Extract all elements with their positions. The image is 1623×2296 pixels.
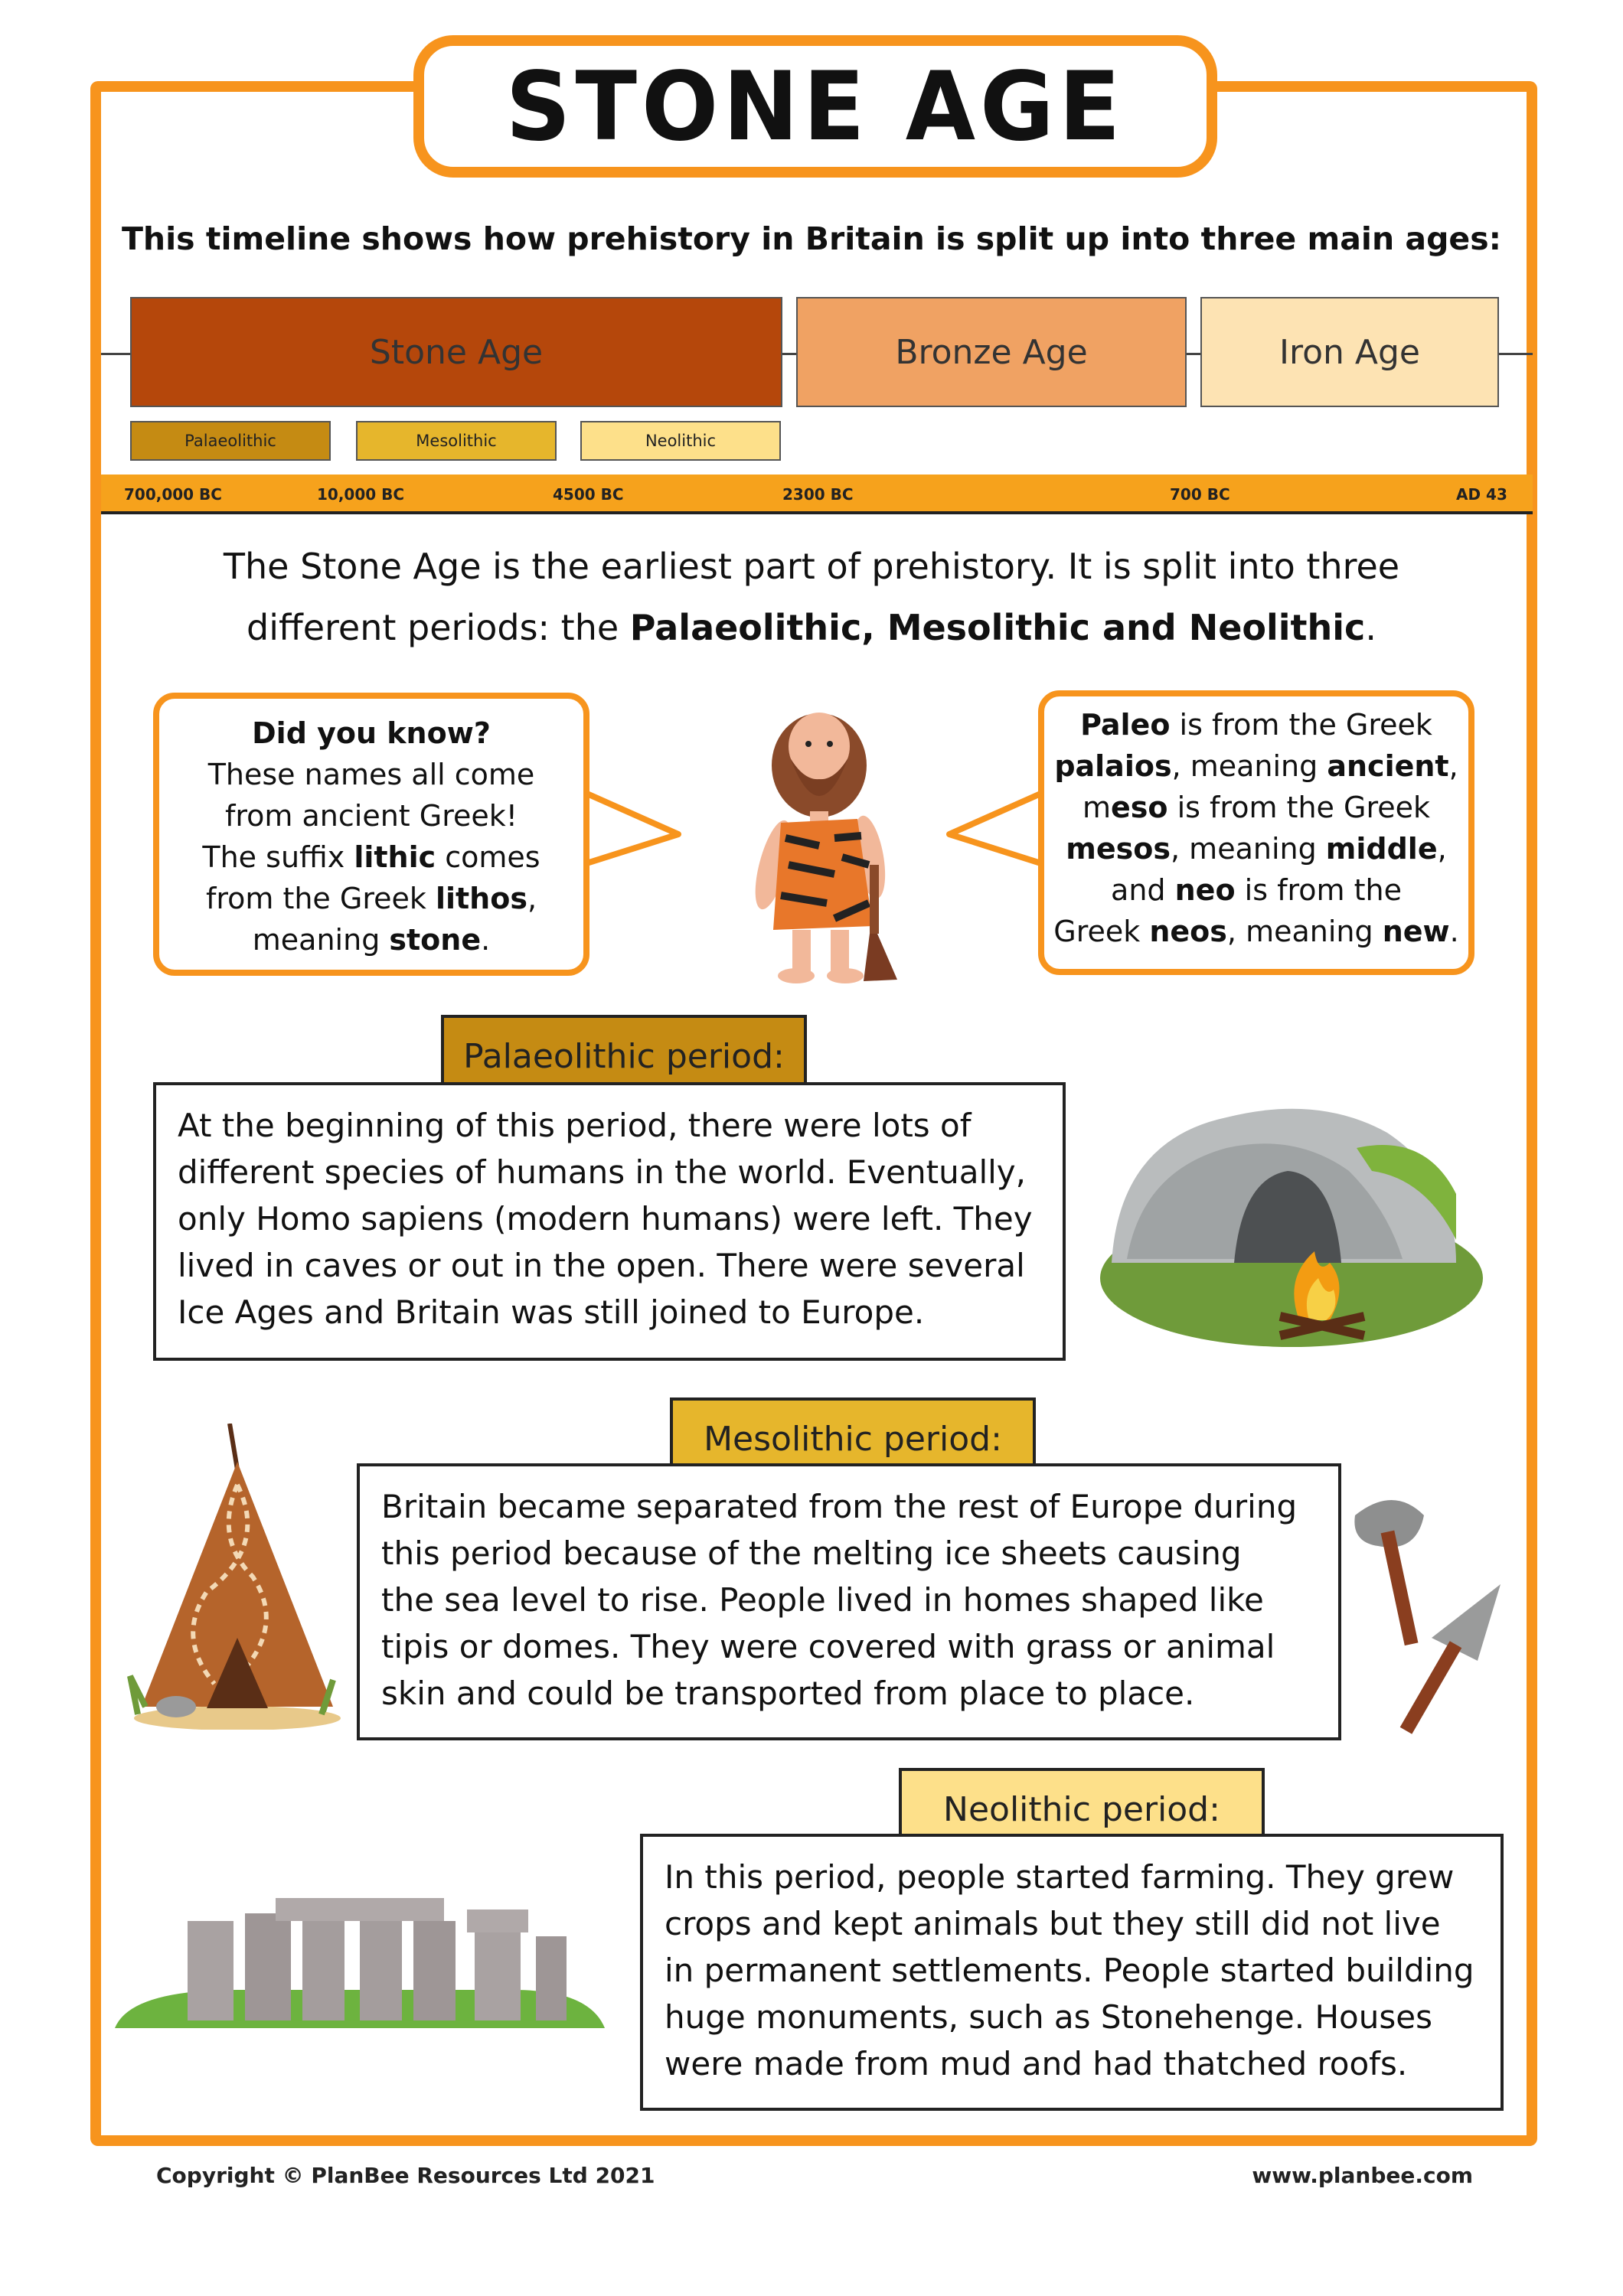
bubble-line: These names all come — [207, 758, 535, 791]
caveman-illustration — [720, 673, 926, 995]
timeline-palaeolithic — [130, 421, 331, 461]
text-line: the sea level to rise. People lived in homes shaped like — [381, 1581, 1264, 1619]
title-box — [413, 35, 1217, 178]
intro-text: . — [1365, 607, 1376, 648]
timeline-bronze-age-label: Bronze Age — [895, 332, 1088, 372]
text-line: crops and kept animals but they still did not live — [665, 1905, 1441, 1942]
mesolithic-label-text: Mesolithic period: — [704, 1419, 1002, 1459]
timeline-neolithic — [580, 421, 781, 461]
cave-illustration — [1096, 1087, 1487, 1347]
text-line: At the beginning of this period, there were lots of — [178, 1107, 972, 1144]
text-line: Britain became separated from the rest of Europe during — [381, 1488, 1298, 1525]
tick-label: 4500 BC — [553, 485, 624, 504]
timeline-stone-age — [130, 297, 782, 407]
tipi-illustration — [122, 1424, 345, 1730]
greek-roots-bubble — [1038, 690, 1474, 975]
bubble-line: meso is from the Greek — [1083, 791, 1430, 824]
bubble-line: from the Greek lithos, — [205, 882, 537, 915]
timeline-intro: This timeline shows how prehistory in Britain is split up into three main ages: — [121, 220, 1502, 257]
palaeolithic-text — [153, 1082, 1066, 1361]
neolithic-text — [640, 1834, 1504, 2111]
copyright: Copyright © PlanBee Resources Ltd 2021 — [156, 2163, 655, 2188]
tick-label: 10,000 BC — [317, 485, 405, 504]
did-you-know-bubble — [153, 693, 589, 976]
bubble-line: from ancient Greek! — [224, 799, 518, 833]
timeline-scale — [101, 475, 1533, 514]
timeline-iron-age — [1200, 297, 1499, 407]
timeline-bronze-age — [796, 297, 1187, 407]
timeline-stone-age-label: Stone Age — [369, 332, 544, 372]
palaeolithic-label-text: Palaeolithic period: — [463, 1036, 785, 1076]
stone-age-intro — [153, 536, 1470, 658]
bubble-line: meaning stone. — [252, 923, 491, 957]
neolithic-label-text: Neolithic period: — [943, 1789, 1220, 1829]
intro-periods: Palaeolithic, Mesolithic and Neolithic — [629, 607, 1366, 648]
timeline-mesolithic — [356, 421, 557, 461]
timeline-mesolithic-label: Mesolithic — [416, 432, 497, 450]
bubble-line: The suffix lithic comes — [202, 840, 540, 874]
timeline-iron-age-label: Iron Age — [1279, 332, 1420, 372]
text-line: Ice Ages and Britain was still joined to Europe. — [178, 1293, 925, 1331]
intro-line-1: The Stone Age is the earliest part of prehistory. It is split into three — [223, 546, 1400, 587]
bubble-heading: Did you know? — [252, 716, 491, 750]
bubble-line: mesos, meaning middle, — [1066, 832, 1447, 866]
text-line: in permanent settlements. People started building — [665, 1952, 1474, 1989]
intro-text: different periods: the — [247, 607, 630, 648]
timeline-neolithic-label: Neolithic — [645, 432, 717, 450]
tick-label: 700 BC — [1170, 485, 1230, 504]
text-line: only Homo sapiens (modern humans) were left. They — [178, 1200, 1033, 1238]
text-line: this period because of the melting ice sheets causing — [381, 1534, 1242, 1572]
intro-line-2 — [153, 597, 1470, 658]
bubble-line: and neo is from the — [1111, 873, 1402, 907]
text-line: skin and could be transported from place to place. — [381, 1675, 1195, 1712]
bubble-line: Greek neos, meaning new. — [1053, 915, 1459, 948]
website-link[interactable]: www.planbee.com — [1252, 2163, 1473, 2188]
bubble-line: palaios, meaning ancient, — [1054, 749, 1458, 783]
timeline-palaeolithic-label: Palaeolithic — [185, 432, 276, 450]
stone-tools-illustration — [1347, 1485, 1516, 1745]
tick-label: 2300 BC — [782, 485, 854, 504]
bubble-line: Paleo is from the Greek — [1080, 708, 1432, 742]
text-line: tipis or domes. They were covered with grass or animal — [381, 1628, 1275, 1665]
bubble-tail-left — [582, 781, 689, 880]
text-line: different species of humans in the world. Eventually, — [178, 1153, 1026, 1191]
text-line: lived in caves or out in the open. There were several — [178, 1247, 1025, 1284]
page-title: STONE AGE — [505, 51, 1125, 162]
text-line: were made from mud and had thatched roofs. — [665, 2045, 1408, 2082]
tick-label: 700,000 BC — [124, 485, 222, 504]
stonehenge-illustration — [115, 1867, 605, 2043]
mesolithic-text — [357, 1463, 1341, 1740]
text-line: In this period, people started farming. They grew — [665, 1858, 1455, 1896]
bubble-tail-right — [939, 781, 1046, 880]
tick-label: AD 43 — [1456, 485, 1507, 504]
text-line: huge monuments, such as Stonehenge. Houses — [665, 1998, 1432, 2036]
